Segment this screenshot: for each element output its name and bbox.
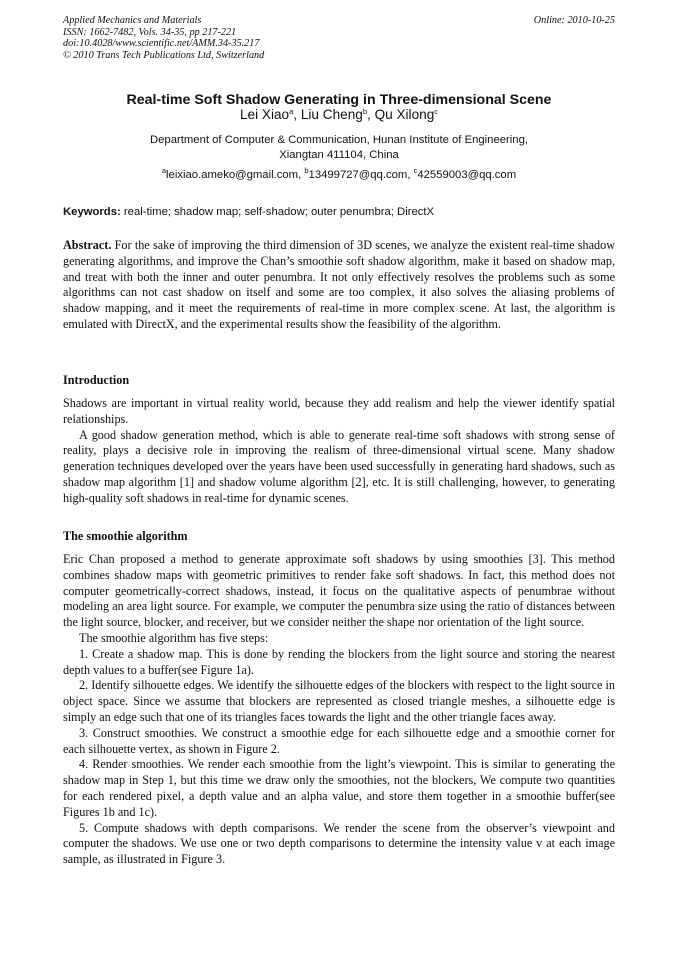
paper-title: Real-time Soft Shadow Generating in Three-dimensional Scene xyxy=(126,92,552,108)
issn-line: ISSN: 1662-7482, Vols. 34-35, pp 217-221 xyxy=(63,26,237,38)
email-superscript: c xyxy=(413,166,418,175)
step-paragraph: 1. Create a shadow map. This is done by rending the blockers from the light source and storing the nearest depth values to a buffer(see Figure 1a). xyxy=(63,646,615,677)
email-address[interactable]: 13499727@qq.com xyxy=(308,169,408,181)
email-superscript: b xyxy=(304,166,309,175)
paragraph: Eric Chan proposed a method to generate approximate soft shadows by using smoothies [3]. This method combines shadow maps with geometric primitives to render fake soft shadows. In fact, this method does not computer geometrically-correct shadows, instead, it focus on the qualitative aspects of penumbrae without modeling an area light source. For example, we computer the penumbra size using the ratio of distances between the light source, blocker, and receiver, but we consider neither the shape nor orientation of the light source. xyxy=(63,552,615,630)
author-list: Lei Xiao$^a$, Liu Cheng$^b$, Qu Xilong$^c$ xyxy=(239,107,439,122)
keywords xyxy=(63,205,615,219)
paragraph: The smoothie algorithm has five steps: xyxy=(79,630,269,645)
journal-name: Applied Mechanics and Materials xyxy=(63,15,202,26)
journal-header xyxy=(63,15,615,61)
affiliation xyxy=(63,133,615,162)
keywords-text: real-time; shadow map; self-shadow; outer penumbra; DirectX xyxy=(123,206,435,218)
abstract xyxy=(63,238,615,333)
abstract-label: Abstract. xyxy=(63,238,112,252)
introduction-section xyxy=(63,396,615,507)
affiliation-line: Xiangtan 411104, China xyxy=(279,148,399,161)
author-name: Qu Xilong xyxy=(374,107,435,122)
author-superscript: b xyxy=(362,107,367,116)
author-name: Lei Xiao xyxy=(239,107,290,122)
email-address[interactable]: 42559003@qq.com xyxy=(417,169,517,181)
section-heading-introduction: Introduction xyxy=(63,373,130,387)
copyright-line: © 2010 Trans Tech Publications Ltd, Switzerland xyxy=(63,49,265,61)
abstract-text: For the sake of improving the third dimension of 3D scenes, we analyze the existent real-time shadow generating algorithms, and improve the Chan’s smoothie soft shadow algorithm, make it based on shadow map, and treat with both the inner and outer penumbra. It not only effectively resolves the problems such as some algorithms can not cast shadow on itself and some are too complex, it also solves the aliasing problems of shadow mapping, and it meet the requirements of real-time in more complex scene. At last, the algorithm is emulated with DirectX, and the experimental results show the feasibility of the algorithm. xyxy=(63,238,616,331)
email-superscript: a xyxy=(161,166,167,175)
paragraph: A good shadow generation method, which is able to generate real-time soft shadows with strong sense of reality, plays a decisive role in improving the realism of three-dimensional virtual scene. Many shadow generation techniques developed over the years have been used successfully in generating hard shadows, such as shadow map algorithm [1] and shadow volume algorithm [2], etc. It is still challenging, however, to generating high-quality soft shadows in real-time for dynamic scenes. xyxy=(63,427,615,505)
step-paragraph: 3. Construct smoothies. We construct a smoothie edge for each silhouette edge and a smoothie corner for each silhouette vertex, as shown in Figure 2. xyxy=(63,725,615,756)
step-paragraph: 2. Identify silhouette edges. We identify the silhouette edges of the blockers with respect to the light source in object space. Since we assume that blockers are represented as closed triangle meshes, a silhouette edge is simply an edge such that one of its triangles faces towards the light and the other triangle faces away. xyxy=(63,678,615,724)
online-date: Online: 2010-10-25 xyxy=(533,15,615,26)
author-superscript: c xyxy=(434,107,439,116)
author-name: Liu Cheng xyxy=(300,107,363,122)
keywords-label: Keywords: xyxy=(63,206,121,218)
smoothie-section xyxy=(63,552,615,868)
step-paragraph: 4. Render smoothies. We render each smoothie from the light’s viewpoint. This is similar to generating the shadow map in Step 1, but this time we draw only the smoothies, not the blockers, We compute two quantities for each rendered pixel, a depth value and an alpha value, and store them together in a smoothie buffer(see Figures 1b and 1c). xyxy=(63,757,615,819)
author-superscript: a xyxy=(289,107,294,116)
section-heading-smoothie: The smoothie algorithm xyxy=(63,529,188,543)
doi-line[interactable]: doi:10.4028/www.scientific.net/AMM.34-35.217 xyxy=(63,38,260,50)
email-address[interactable]: leixiao.ameko@gmail.com xyxy=(166,169,299,181)
paragraph: Shadows are important in virtual reality world, because they add realism and help the viewer identify spatial relationships. xyxy=(63,396,615,426)
affiliation-line: Department of Computer & Communication, Hunan Institute of Engineering, xyxy=(149,134,528,146)
step-paragraph: 5. Compute shadows with depth comparisons. We render the scene from the observer’s viewpoint and computer the shadows. We use one or two depth comparisons to determine the intensity value v at each image sample, as illustrated in Figure 3. xyxy=(63,820,615,867)
email-list: $^a$leixiao.ameko@gmail.com, $^b$13499727@qq.com, $^c$42559003@qq.com xyxy=(161,166,517,181)
